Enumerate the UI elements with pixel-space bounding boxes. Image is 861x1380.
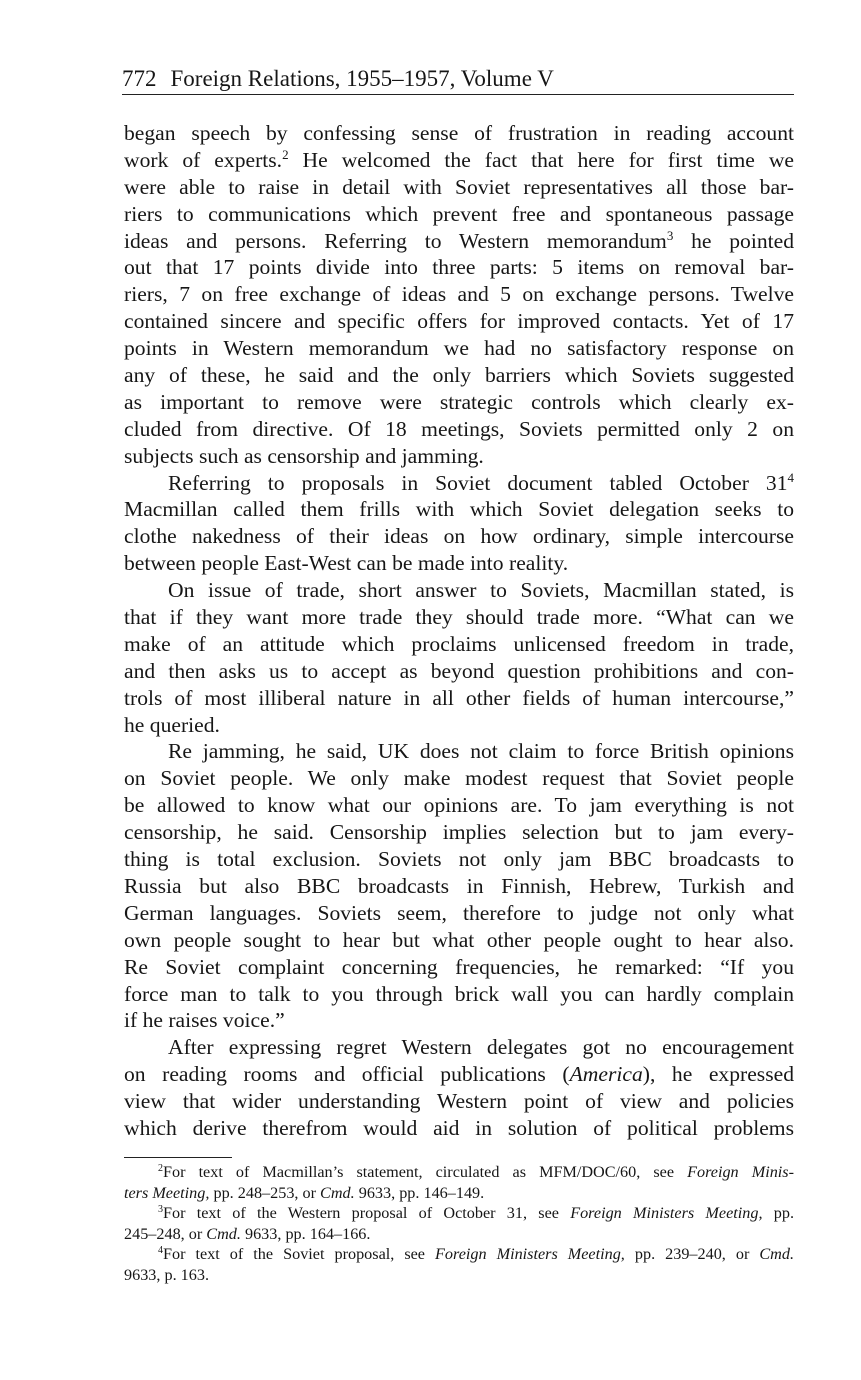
text-run: between people East-West can be made into reality. (124, 551, 569, 576)
footnote-marker: 3 (158, 1204, 163, 1215)
text-run: 9633, p. 163. (124, 1265, 209, 1284)
text-run: German languages. Soviets seem, therefore to judge not only what (124, 900, 794, 925)
text-run: that if they want more trade they should trade more. “What can we (124, 605, 794, 630)
page-number: 772 (122, 66, 157, 91)
text-line (124, 846, 794, 873)
text-run: he pointed (673, 228, 794, 253)
text-run: any of these, he said and the only barriers which Soviets suggested (124, 363, 794, 388)
footnote-marker: 2 (282, 146, 289, 162)
text-run: be allowed to know what our opinions are. To jam everything is not (124, 793, 794, 818)
text-run: Referring to proposals in Soviet document tabled October 31 (168, 470, 788, 495)
text-line (124, 174, 794, 201)
italic-text: Foreign Minis- (687, 1163, 794, 1181)
footnote-marker: 4 (787, 469, 794, 485)
text-line (124, 765, 794, 792)
footnote-line (124, 1162, 794, 1183)
footnote-line (124, 1203, 794, 1224)
running-header (122, 64, 794, 95)
text-run: pp. 239–240, or (624, 1245, 760, 1263)
text-line (124, 792, 794, 819)
text-run: on Soviet people. We only make modest request that Soviet people (124, 766, 794, 791)
text-run: On issue of trade, short answer to Soviets, Macmillan stated, is (168, 578, 794, 603)
text-run: Russia but also BBC broadcasts in Finnish, Hebrew, Turkish and (124, 873, 794, 898)
text-run: thing is total exclusion. Soviets not only jam BBC broadcasts to (124, 847, 794, 872)
text-run: For text of the Western proposal of October 31, see (163, 1204, 571, 1222)
text-run: contained sincere and specific offers for improved contacts. Yet of 17 (124, 309, 794, 334)
text-run: force man to talk to you through brick wall you can hardly complain (124, 981, 794, 1006)
footnote-line (124, 1244, 794, 1265)
text-run: points in Western memorandum we had no satisfactory response on (124, 336, 794, 361)
text-run: 9633, pp. 164–166. (240, 1224, 371, 1243)
text-run: Re jamming, he said, UK does not claim to force British opinions (168, 739, 794, 764)
footnote-marker: 3 (666, 227, 674, 243)
footnote-line (124, 1224, 794, 1245)
text-line (124, 819, 794, 846)
text-run: own people sought to hear but what other people ought to hear also. (124, 927, 794, 952)
text-line (124, 443, 794, 470)
text-line (124, 1088, 794, 1115)
running-title: Foreign Relations, 1955–1957, Volume V (170, 66, 554, 91)
italic-text: Foreign Ministers Meeting, (435, 1245, 625, 1263)
text-run: riers to communications which prevent free and spontaneous passage (124, 201, 794, 226)
text-line (124, 308, 794, 335)
text-line (124, 604, 794, 631)
text-line (124, 712, 794, 739)
text-line (124, 362, 794, 389)
text-run: on reading rooms and official publications ( (124, 1062, 570, 1087)
text-run: make of an attitude which proclaims unlicensed freedom in trade, (124, 631, 794, 656)
italic-text: ters Meeting, (124, 1183, 210, 1202)
text-run: clothe nakedness of their ideas on how ordinary, simple intercourse (124, 524, 794, 549)
text-run: subjects such as censorship and jamming. (124, 443, 484, 468)
footnote-marker: 4 (158, 1245, 163, 1256)
text-line (124, 496, 794, 523)
text-run: Macmillan called them frills with which Soviet delegation seeks to (124, 497, 794, 522)
text-run: view that wider understanding Western point of view and policies (124, 1089, 794, 1114)
text-line (124, 927, 794, 954)
text-line (124, 254, 794, 281)
text-run: For text of the Soviet proposal, see (163, 1245, 436, 1263)
text-run: work of experts. (124, 147, 283, 172)
text-line (124, 1115, 794, 1142)
italic-text: Foreign Ministers Meeting, (570, 1204, 763, 1222)
text-line (124, 577, 794, 604)
footnote-line (124, 1183, 794, 1204)
text-run: began speech by confessing sense of frustration in reading account (124, 121, 794, 145)
text-run: which derive therefrom would aid in solution of political problems (124, 1115, 794, 1140)
text-run: if he raises voice.” (124, 1008, 285, 1033)
text-run: For text of Macmillan’s statement, circulated as MFM/DOC/60, see (163, 1163, 688, 1181)
text-run: pp. 248–253, or (209, 1183, 321, 1202)
footnotes (124, 1162, 794, 1285)
text-run: Re Soviet complaint concerning frequencies, he remarked: “If you (124, 954, 794, 979)
text-run: He welcomed the fact that here for first time we (288, 147, 795, 172)
text-run: cluded from directive. Of 18 meetings, Soviets permitted only 2 on (124, 416, 794, 441)
footnote-marker: 2 (158, 1163, 163, 1174)
text-line (124, 523, 794, 550)
text-run: After expressing regret Western delegates got no encouragement (168, 1035, 794, 1060)
text-run: ideas and persons. Referring to Western memorandum (124, 228, 667, 253)
text-run: and then asks us to accept as beyond question prohibitions and con- (124, 658, 794, 683)
text-run: he queried. (124, 712, 220, 737)
text-run: as important to remove were strategic controls which clearly ex- (124, 389, 794, 414)
text-line (124, 281, 794, 308)
text-line (124, 389, 794, 416)
text-line (124, 416, 794, 443)
text-line (124, 228, 794, 255)
text-run: out that 17 points divide into three parts: 5 items on removal bar- (124, 255, 794, 280)
text-line (124, 120, 794, 147)
text-run: trols of most illiberal nature in all other fields of human intercourse,” (124, 685, 794, 710)
text-run: ), he expressed (642, 1062, 794, 1087)
text-line (124, 1061, 794, 1088)
text-line (124, 201, 794, 228)
text-run: riers, 7 on free exchange of ideas and 5 on exchange persons. Twelve (124, 282, 794, 307)
text-line (124, 954, 794, 981)
text-line (124, 658, 794, 685)
footnote-rule (124, 1157, 232, 1158)
text-line (124, 1034, 794, 1061)
italic-text: Cmd. (206, 1224, 241, 1243)
text-line (124, 685, 794, 712)
text-line (124, 470, 794, 497)
text-line (124, 873, 794, 900)
text-line (124, 147, 794, 174)
text-line (124, 981, 794, 1008)
text-run: 9633, pp. 146–149. (354, 1183, 485, 1202)
text-line (124, 900, 794, 927)
italic-text: Cmd. (320, 1183, 355, 1202)
text-run: 245–248, or (124, 1224, 207, 1243)
text-line (124, 550, 794, 577)
text-line (124, 631, 794, 658)
text-line (124, 335, 794, 362)
main-text (124, 120, 794, 1142)
text-run: pp. (762, 1204, 795, 1222)
italic-text: Cmd. (759, 1245, 795, 1263)
footnote-line (124, 1265, 794, 1286)
text-run: censorship, he said. Censorship implies selection but to jam every- (124, 820, 794, 845)
text-run: were able to raise in detail with Soviet representatives all those bar- (124, 174, 794, 199)
text-line (124, 1007, 794, 1034)
text-line (124, 738, 794, 765)
italic-text: America (569, 1062, 643, 1087)
